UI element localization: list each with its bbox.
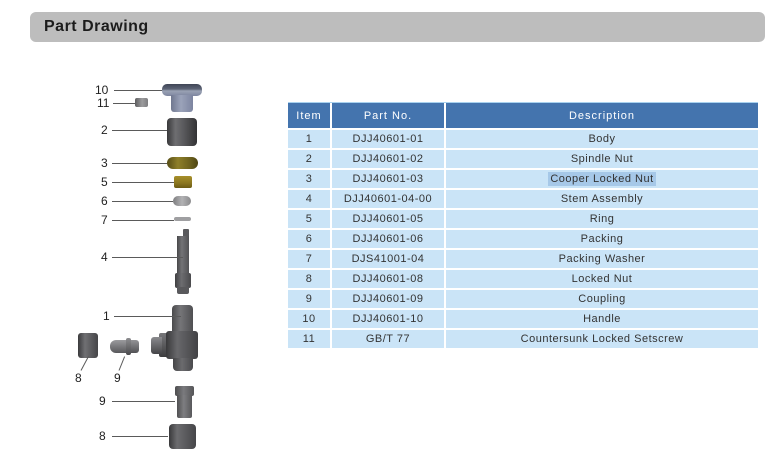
callout-label-3: 3 (101, 156, 108, 170)
parts-table-body (288, 130, 758, 348)
item-cell: 8 (288, 270, 330, 288)
table-row (288, 170, 758, 188)
callout-label-5: 5 (101, 175, 108, 189)
leader-line-4 (112, 257, 183, 258)
leader-line-2 (112, 130, 167, 131)
callout-label-8-left: 8 (75, 371, 82, 385)
description-cell: Stem Assembly (446, 190, 758, 208)
item-cell: 9 (288, 290, 330, 308)
part-no-cell: DJJ40601-06 (332, 230, 444, 248)
part-no-cell: DJJ40601-09 (332, 290, 444, 308)
part-no-cell: DJJ40601-08 (332, 270, 444, 288)
description-cell: Handle (446, 310, 758, 328)
description-cell: Packing Washer (446, 250, 758, 268)
description-cell: Locked Nut (446, 270, 758, 288)
table-row (288, 130, 758, 148)
packing-washer-part (174, 217, 191, 221)
part-no-column-header: Part No. (332, 103, 444, 128)
callout-label-4: 4 (101, 250, 108, 264)
coupling-part-bottom (177, 395, 192, 418)
parts-table (286, 101, 760, 350)
body-part-port (151, 337, 162, 354)
leader-line-11 (113, 103, 135, 104)
description-cell: Countersunk Locked Setscrew (446, 330, 758, 348)
description-cell (446, 170, 758, 188)
callout-label-8-bottom: 8 (99, 429, 106, 443)
stem-assembly-foot (177, 287, 189, 294)
item-cell: 5 (288, 210, 330, 228)
leader-line-9-bottom (112, 401, 175, 402)
locked-nut-part-left (78, 333, 98, 358)
item-cell: 3 (288, 170, 330, 188)
table-header-row (288, 103, 758, 128)
leader-line-9-left (119, 356, 126, 370)
table-row (288, 210, 758, 228)
callout-label-2: 2 (101, 123, 108, 137)
body-part-bottom (173, 358, 193, 371)
callout-label-7: 7 (101, 213, 108, 227)
page-title-bar (30, 12, 765, 42)
handle-part-stem (171, 95, 193, 112)
part-no-cell: DJJ40601-02 (332, 150, 444, 168)
stem-assembly-shaft (177, 236, 189, 274)
description-cell: Packing (446, 230, 758, 248)
item-cell: 6 (288, 230, 330, 248)
body-part (166, 331, 198, 359)
body-part-top (172, 305, 193, 333)
page-title: Part Drawing (44, 18, 149, 35)
callout-label-11: 11 (97, 96, 110, 110)
item-cell: 1 (288, 130, 330, 148)
item-column-header: Item (288, 103, 330, 128)
leader-line-10 (114, 90, 162, 91)
setscrew-part (135, 98, 148, 107)
leader-line-1 (114, 316, 181, 317)
table-row (288, 270, 758, 288)
cooper-locked-nut-part (167, 157, 198, 169)
callout-label-9-bottom: 9 (99, 394, 106, 408)
item-cell: 2 (288, 150, 330, 168)
part-no-cell: GB/T 77 (332, 330, 444, 348)
description-cell: Body (446, 130, 758, 148)
leader-line-6 (112, 201, 173, 202)
table-row (288, 330, 758, 348)
table-row (288, 190, 758, 208)
spindle-nut-part (167, 118, 197, 146)
item-cell: 4 (288, 190, 330, 208)
leader-line-7 (112, 220, 174, 221)
locked-nut-part-bottom (169, 424, 196, 449)
stem-assembly-collar (175, 273, 191, 288)
description-cell: Coupling (446, 290, 758, 308)
leader-line-8-left (81, 356, 89, 371)
coupling-part-left (110, 340, 127, 353)
part-no-cell: DJJ40601-10 (332, 310, 444, 328)
leader-line-8-bottom (112, 436, 168, 437)
part-no-cell: DJJ40601-01 (332, 130, 444, 148)
table-row (288, 150, 758, 168)
callout-label-1: 1 (103, 309, 110, 323)
part-no-cell: DJJ40601-04-00 (332, 190, 444, 208)
leader-line-3 (112, 163, 167, 164)
description-column-header: Description (446, 103, 758, 128)
item-cell: 7 (288, 250, 330, 268)
callout-label-9-left: 9 (114, 371, 121, 385)
table-row (288, 290, 758, 308)
leader-line-5 (112, 182, 174, 183)
description-cell: Spindle Nut (446, 150, 758, 168)
part-no-cell: DJS41001-04 (332, 250, 444, 268)
item-cell: 10 (288, 310, 330, 328)
ring-part (174, 176, 192, 188)
callout-label-10: 10 (95, 83, 109, 97)
coupling-part-left-tip (131, 340, 139, 353)
callout-label-6: 6 (101, 194, 108, 208)
part-no-cell: DJJ40601-05 (332, 210, 444, 228)
table-row (288, 310, 758, 328)
table-row (288, 230, 758, 248)
highlighted-description-text: Cooper Locked Nut (550, 173, 654, 185)
packing-part (173, 196, 191, 206)
part-no-cell: DJJ40601-03 (332, 170, 444, 188)
item-cell: 11 (288, 330, 330, 348)
description-cell: Ring (446, 210, 758, 228)
table-row (288, 250, 758, 268)
